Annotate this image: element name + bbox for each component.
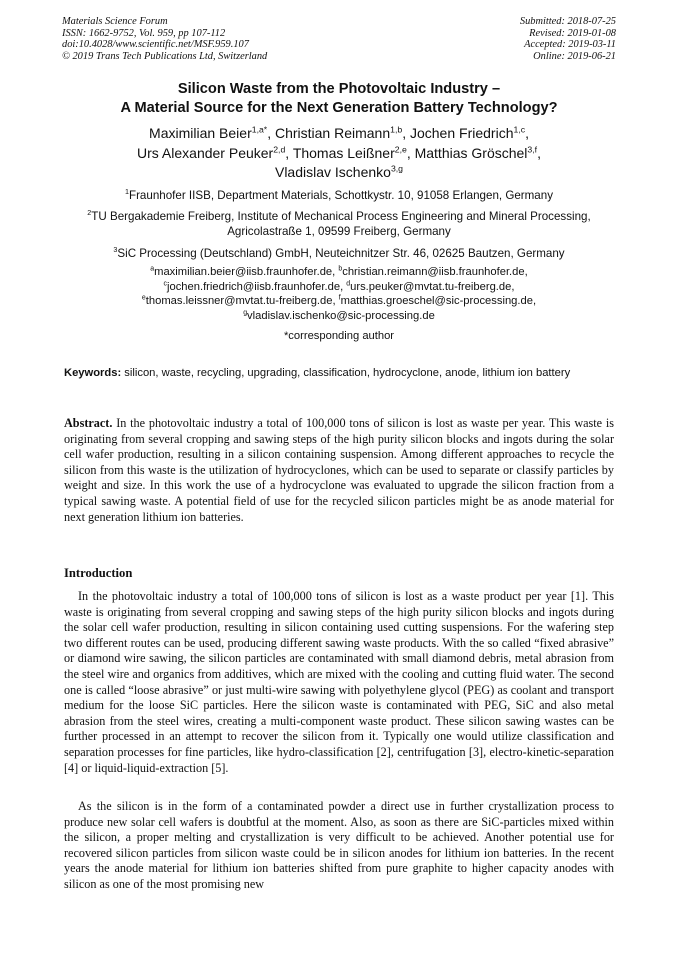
affiliation-text: TU Bergakademie Freiberg, Institute of Mechanical Process Engineering and Mineral Processing, Agricolastraße 1, 09599 Freiberg, Germany (91, 210, 591, 238)
email-sup: e (141, 294, 146, 302)
abstract-text: In the photovoltaic industry a total of 100,000 tons of silicon is lost as waste per year. This waste is originating from several cropping and sawing steps of the high purity silicon blocks and ingots during the solar cell wafer production, resulting in a silicon containing suspension. Among different approaches to recycle the silicon from this waste is the utilization of hydrocyclones, which can be used to separate or classify particles by weight and size. In this work the use of a hydrocyclone was evaluated to upgrade the silicon fraction from a typical sawing waste. A potential field of use for the recycled silicon particles might be as anode material for next generation lithium ion batteries. (64, 416, 614, 524)
email-link[interactable]: christian.reimann@iisb.fraunhofer.de (342, 266, 525, 278)
keywords-label: Keywords: (64, 367, 122, 379)
affiliation-1 (40, 188, 638, 203)
online-date: Online: 2019-06-21 (533, 50, 616, 62)
affiliation-number: 3 (113, 245, 118, 255)
author-name: Thomas Leißner (292, 144, 395, 161)
email-sup: d (346, 279, 351, 287)
email-sup: f (338, 294, 341, 302)
author-affil-sup: 1,c (513, 124, 526, 135)
email-sup: c (163, 279, 167, 287)
abstract (64, 416, 614, 525)
email-sup: b (338, 265, 343, 273)
issn-line: ISSN: 1662-9752, Vol. 959, pp 107-112 (62, 27, 226, 39)
section-heading-introduction: Introduction (64, 566, 133, 580)
revised-date: Revised: 2019-01-08 (529, 27, 616, 39)
keywords-text: silicon, waste, recycling, upgrading, classification, hydrocyclone, anode, lithium ion battery (121, 367, 571, 379)
intro-paragraph-1: In the photovoltaic industry a total of 100,000 tons of silicon is lost as a waste product per year [1]. This waste is originating from several cropping and sawing steps of the high purity silicon blocks and ingots during the solar cell wafer production, resulting in silicon containing used cutting suspensions. For the wafering step two different routes can be used, producing different sawing waste products. With the so called “fixed abrasive” or diamond wire sawing, the silicon particles are contaminated with small diamond debris, metal abrasion from the steel wire and organics from additives, which are mixed with the cooling and cutting fluid water. The second one is called “loose abrasive” or just multi-wire sawing with polyethylene glycol (PEG) as coolant and transport medium for the loose SiC particles. Here the silicon waste is contaminated with PEG, SiC and also metal abrasion from the steel wires, creating a multi-component waste product. These silicon sawing wastes can be further processed in an attempt to recover the silicon from it. Typically one would utilize classification and separation processes for fine particles, like hydro-classification [2], centrifugation [3], electro-kinetic-separation [4] or liquid-liquid-extraction [5]. (64, 589, 614, 775)
affiliation-number: 2 (87, 208, 92, 218)
author-name: Christian Reimann (274, 125, 391, 141)
author-affil-sup: 2,e (394, 143, 407, 154)
doi-line: doi:10.4028/www.scientific.net/MSF.959.107 (62, 39, 249, 51)
paper-title (40, 80, 638, 118)
submitted-date: Submitted: 2018-07-25 (519, 16, 616, 27)
journal-name: Materials Science Forum (62, 16, 168, 27)
email-link[interactable]: thomas.leissner@mvtat.tu-freiberg.de (145, 295, 333, 308)
email-sup: a (150, 265, 155, 273)
author-affil-sup: 1,b (390, 124, 403, 135)
email-sup: g (243, 309, 248, 317)
corresponding-author-note: *corresponding author (283, 330, 395, 342)
publication-dates (520, 16, 616, 62)
author-name: Vladislav Ischenko (274, 164, 391, 180)
email-link[interactable]: jochen.friedrich@iisb.fraunhofer.de (167, 280, 341, 293)
journal-info (62, 16, 267, 62)
email-link[interactable]: matthias.groeschel@sic-processing.de (340, 295, 533, 308)
accepted-date: Accepted: 2019-03-11 (524, 39, 616, 51)
author-list: Maximilian Beier$^{1,a*}$, Christian Reimann$^{1,b}$, Jochen Friedrich$^{1,c}$, Urs Alexander Peuker$^{2,d}$, Thomas Leißner$^{2,e}$, Matthias Gröschel$^{3,f}$, Vladislav Ischenko$^{3,g}$ (137, 124, 541, 180)
affiliation-3 (40, 246, 638, 261)
affiliation-text: SiC Processing (Deutschland) GmbH, Neuteichnitzer Str. 46, 02625 Bautzen, Germany (117, 247, 565, 260)
author-affil-sup: 3,g (390, 163, 403, 174)
email-link[interactable]: vladislav.ischenko@sic-processing.de (247, 309, 435, 322)
affiliation-text: Fraunhofer IISB, Department Materials, Schottkystr. 10, 91058 Erlangen, Germany (128, 189, 554, 202)
author-name: Jochen Friedrich (409, 125, 514, 141)
author-affil-sup: 3,f (527, 143, 538, 154)
author-name: Matthias Gröschel (414, 144, 528, 161)
abstract-label: Abstract. (64, 416, 113, 430)
intro-paragraph-2: As the silicon is in the form of a contaminated powder a direct use in further crystallization process to produce new solar cell wafers is doubtful at the moment. Also, as soon as there are SiC-particles mixed within the silicon, a proper melting and crystallization is very difficult to be achieved. Another potential use for recovered silicon particles from silicon waste could be in silicon anodes for lithium ion batteries. In the recent years the anode material for lithium ion batteries shifted from pure graphite to higher capacity anodes with silicon as one of the most promising new (64, 799, 614, 891)
email-link[interactable]: urs.peuker@mvtat.tu-freiberg.de (350, 280, 512, 293)
author-affil-sup: 1,a* (251, 124, 268, 135)
email-block: $^a$maximilian.beier@iisb.fraunhofer.de, $^b$christian.reimann@iisb.fraunhofer.de, $^c$jochen.friedrich@iisb.fraunhofer.de, $^d$urs.peuker@mvtat.tu-freiberg.de, $^e$thomas.leissner@mvtat.tu-freiberg.de, $^f$matthias.groeschel@sic-processing.de, $^g$vladislav.ischenko@sic-processing.de (141, 265, 537, 322)
copyright-line: © 2019 Trans Tech Publications Ltd, Switzerland (62, 50, 268, 62)
affiliation-number: 1 (124, 187, 129, 197)
keywords (64, 366, 614, 380)
title-line-2: A Material Source for the Next Generation Battery Technology? (120, 100, 558, 116)
email-link[interactable]: maximilian.beier@iisb.fraunhofer.de (154, 266, 333, 278)
title-line-1: Silicon Waste from the Photovoltaic Industry – (177, 81, 501, 97)
author-name: Maximilian Beier (149, 125, 252, 141)
author-affil-sup: 2,d (273, 143, 286, 154)
author-name: Urs Alexander Peuker (137, 144, 274, 161)
affiliation-2 (52, 209, 626, 239)
